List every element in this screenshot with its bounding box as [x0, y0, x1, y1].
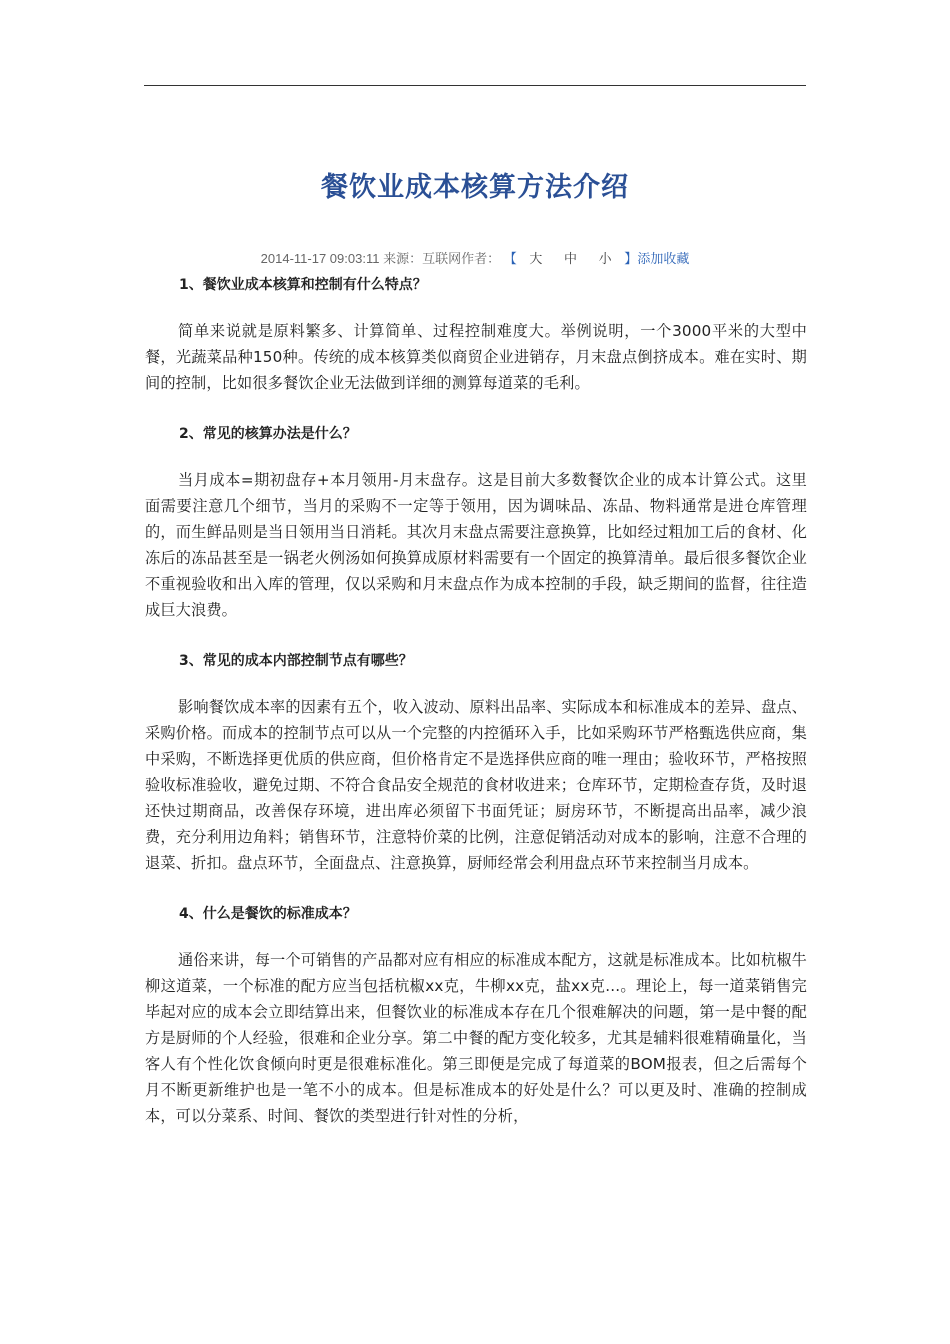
- article-title: 餐饮业成本核算方法介绍: [321, 172, 629, 203]
- section-heading-3: 3、常见的成本内部控制节点有哪些？: [179, 653, 413, 669]
- font-size-small-link[interactable]: 小: [598, 251, 612, 266]
- section-heading-1: 1、餐饮业成本核算和控制有什么特点？: [179, 277, 427, 293]
- section-heading-2: 2、常见的核算办法是什么？: [179, 426, 357, 442]
- section-paragraph-3: 影响餐饮成本率的因素有五个，收入波动、原料出品率、实际成本和标准成本的差异、盘点、采购价格。而成本的控制节点可以从一个完整的内控循环入手，比如采购环节严格甄选供应商，集中采购，不断选择更优质的供应商，但价格肯定不是选择供应商的唯一理由；验收环节，严格按照验收标准验收，避免过期、不符合食品安全规范的食材收进来；仓库环节，定期检查存货，及时退还快过期商品，改善保存环境，进出库必须留下书面凭证；厨房环节，不断提高出品率，减少浪费，充分利用边角料；销售环节，注意特价菜的比例，注意促销活动对成本的影响，注意不合理的退菜、折扣。盘点环节，全面盘点、注意换算，厨师经常会利用盘点环节来控制当月成本。: [145, 698, 807, 872]
- font-size-large-link[interactable]: 大: [529, 251, 543, 266]
- section-paragraph-1: 简单来说就是原料繁多、计算简单、过程控制难度大。举例说明，一个3000平米的大型中餐，光蔬菜品种150种。传统的成本核算类似商贸企业进销存，月末盘点倒挤成本。难在实时、期间的控制，比如很多餐饮企业无法做到详细的测算每道菜的毛利。: [145, 322, 807, 392]
- section-paragraph-4: 通俗来讲，每一个可销售的产品都对应有相应的标准成本配方，这就是标准成本。比如杭椒牛柳这道菜，一个标准的配方应当包括杭椒xx克，牛柳xx克，盐xx克...。理论上，每一道菜销售完毕起对应的成本会立即结算出来，但餐饮业的标准成本存在几个很难解决的问题，第一是中餐的配方是厨师的个人经验，很难和企业分享。第二中餐的配方变化较多，尤其是辅料很难精确量化，当客人有个性化饮食倾向时更是很难标准化。第三即便是完成了每道菜的BOM报表，但之后需每个月不断更新维护也是一笔不小的成本。但是标准成本的好处是什么？可以更及时、准确的控制成本，可以分菜系、时间、餐饮的类型进行针对性的分析，: [145, 951, 807, 1125]
- size-bracket-open: 【: [503, 251, 517, 266]
- source-label: 来源：互联网: [383, 251, 462, 266]
- section-paragraph-2: 当月成本=期初盘存+本月领用-月末盘存。这是目前大多数餐饮企业的成本计算公式。这里面需要注意几个细节，当月的采购不一定等于领用，因为调味品、冻品、物料通常是进仓库管理的，而生鲜品则是当日领用当日消耗。其次月末盘点需要注意换算，比如经过粗加工后的食材、化冻后的冻品甚至是一锅老火例汤如何换算成原材料需要有一个固定的换算清单。最后很多餐饮企业不重视验收和出入库的管理，仅以采购和月末盘点作为成本控制的手段，缺乏期间的监督，往往造成巨大浪费。: [145, 471, 807, 619]
- article-body: [145, 272, 807, 1129]
- font-size-controls: [520, 251, 624, 266]
- top-divider: [144, 85, 806, 86]
- publish-datetime: 2014-11-17 09:03:11: [260, 251, 380, 266]
- section-heading-4: 4、什么是餐饮的标准成本？: [179, 906, 357, 922]
- font-size-medium-link[interactable]: 中: [564, 251, 578, 266]
- add-favorite-link[interactable]: 添加收藏: [637, 251, 690, 266]
- article-meta: [0, 248, 950, 267]
- size-bracket-close: 】: [624, 251, 638, 266]
- author-label: 作者：: [461, 251, 501, 266]
